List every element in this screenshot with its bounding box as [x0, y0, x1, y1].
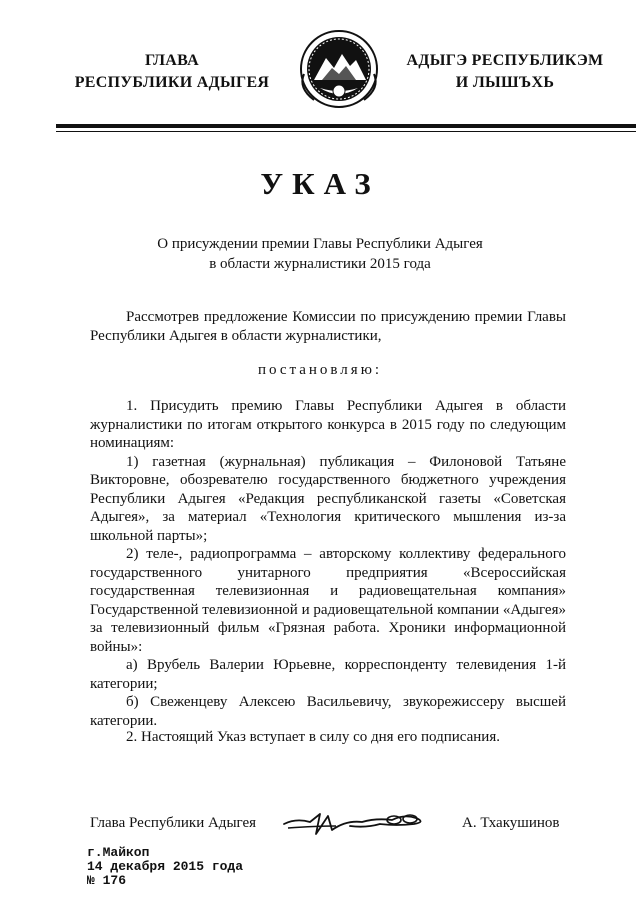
issuer-title-adyghe-line2: И ЛЫШЪХЬ — [455, 74, 555, 91]
preamble-section — [90, 308, 566, 345]
item-1-1-paragraph: 1) газетная (журнальная) публикация – Филоновой Татьяне Викторовне, обозревателю государственного бюджетного учреждения Республики Адыгея «Редакция республиканской газеты «Советская Адыгея», за материал «Технология критического мышления из-за школьной парты»; — [90, 453, 566, 544]
item-2-paragraph: 2. Настоящий Указ вступает в силу со дня его подписания. — [126, 729, 500, 745]
decree-items — [90, 397, 566, 730]
stamp-city: г.Майкоп — [87, 845, 150, 860]
resolution-heading: постановляю: — [257, 362, 383, 378]
document-subject-line2: в области журналистики 2015 года — [209, 256, 431, 272]
handwritten-signature-icon — [276, 800, 436, 840]
issuer-title-adyghe-line1: АДЫГЭ РЕСПУБЛИКЭМ — [406, 52, 604, 69]
document-title: УКАЗ — [260, 166, 380, 201]
document-subject-line1: О присуждении премии Главы Республики Адыгея — [157, 236, 483, 252]
issuer-title-adyghe — [395, 50, 615, 94]
stamp-number: № 176 — [87, 873, 127, 888]
item-1-2-a-paragraph: а) Врубель Валерии Юрьевне, корреспонденту телевидения 1-й категории; — [90, 657, 566, 692]
preamble-paragraph: Рассмотрев предложение Комиссии по присуждению премии Главы Республики Адыгея в области журналистики, — [90, 309, 566, 344]
header-divider-thin — [56, 131, 636, 132]
item-1-2-b-paragraph: б) Свеженцеву Алексею Васильевичу, звукорежиссеру высшей категории. — [90, 694, 566, 729]
issuer-title-line1: ГЛАВА — [145, 52, 199, 69]
signatory-role: Глава Республики Адыгея — [90, 815, 257, 831]
coat-of-arms-emblem-icon — [284, 28, 394, 110]
item-1-paragraph: 1. Присудить премию Главы Республики Адыгея в области журналистики по итогам открытого конкурса в 2015 году по следующим номинациям: — [90, 398, 566, 451]
header-divider-thick — [56, 124, 636, 128]
issuer-title-russian — [58, 50, 286, 94]
stamp-date: 14 декабря 2015 года — [87, 859, 244, 874]
issuer-title-line2: РЕСПУБЛИКИ АДЫГЕЯ — [74, 74, 270, 91]
item-1-2-paragraph: 2) теле-, радиопрограмма – авторскому коллективу федерального государственного унитарного предприятия «Всероссийская государственная телевизионная и радиовещательная компания» Государственной телевизионной и радиовещательной компании «Адыгея» за телевизионный фильм «Грязная работа. Хроники информационной войны»: — [90, 546, 566, 655]
signatory-name: А. Тхакушинов — [462, 815, 560, 831]
